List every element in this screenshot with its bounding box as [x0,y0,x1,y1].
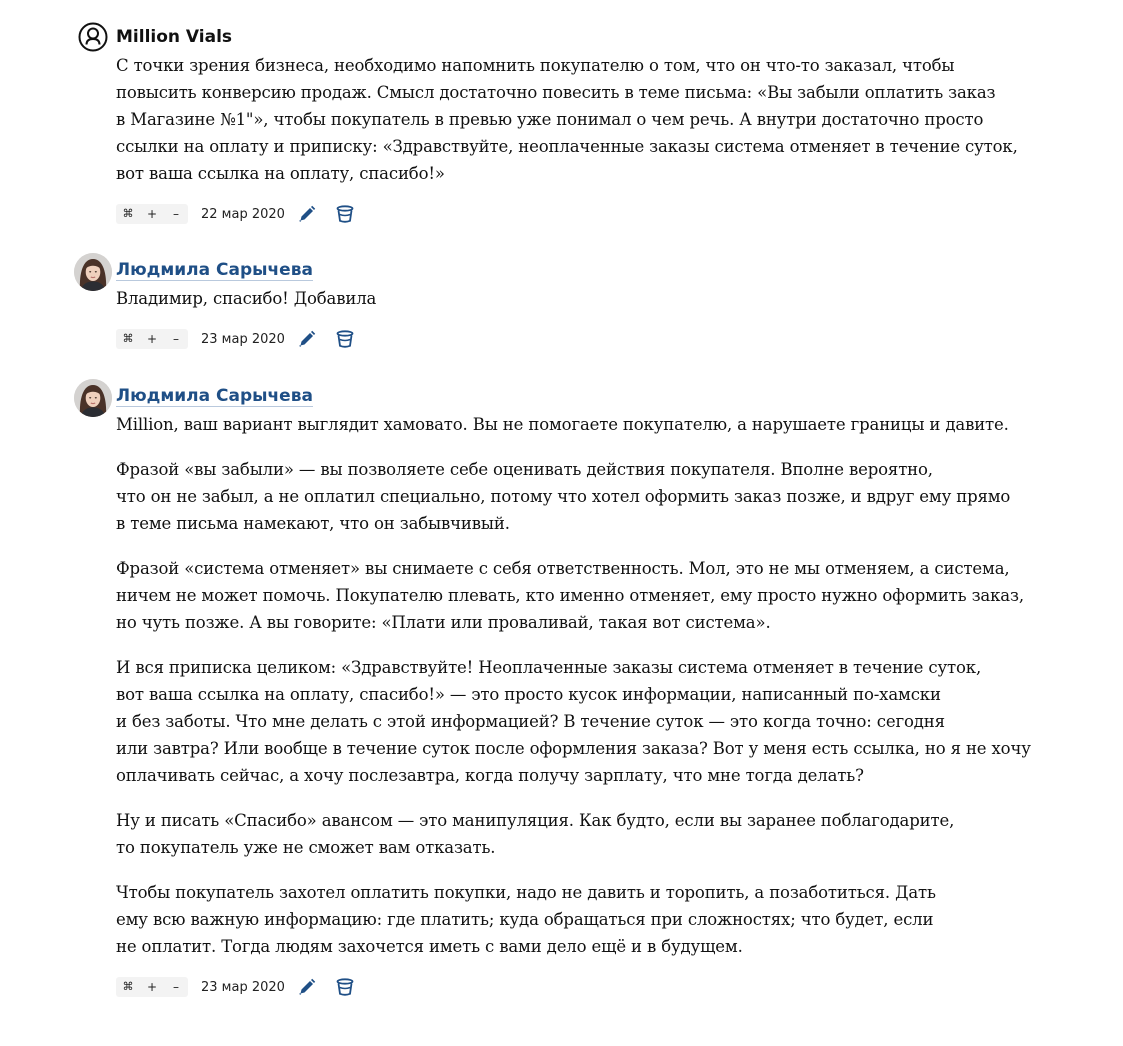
comment-meta [116,976,1064,998]
comment-paragraph: Ну и писать «Спасибо» авансом — это манипуляция. Как будто, если вы заранее поблагодарите, то покупатель уже не сможет вам отказать. [116,811,955,857]
comment-date[interactable]: 22 мар 2020 [201,206,285,222]
author-name-link[interactable]: Людмила Сарычева [116,260,313,280]
comment-paragraph: Фразой «система отменяет» вы снимаете с себя ответственность. Мол, это не мы отменяем, а система, ничем не может помочь. Покупателю плевать, кто именно отменяет, ему просто нужно оформить заказ, но чуть позже. А вы говорите: «Плати или проваливай, такая вот система». [116,559,1024,632]
comment-paragraph: Владимир, спасибо! Добавила [116,289,377,308]
comment-paragraph: Million, ваш вариант выглядит хамовато. Вы не помогаете покупателю, а нарушаете границы и давите. [116,415,1009,434]
avatar[interactable] [74,253,112,291]
comment-meta [116,203,1064,225]
comment-paragraph: И вся приписка целиком: «Здравствуйте! Неоплаченные заказы система отменяет в течение суток, вот ваша ссылка на оплату, спасибо!» — это просто кусок информации, написанный по-хамски и без заботы. Что мне делать с этой информацией? В течение суток — это когда точно: сегодня или завтра? Или вообще в течение суток после оформления заказа? Вот у меня есть ссылка, но я не хочу оплачивать сейчас, а хочу послезавтра, когда получу зарплату, что мне тогда делать? [116,658,1031,785]
trash-icon[interactable] [335,204,355,224]
cmd-icon[interactable]: ⌘ [122,980,134,993]
avatar-photo [74,379,112,417]
plus-icon[interactable]: + [146,207,158,221]
pencil-icon[interactable] [297,977,317,997]
trash-icon[interactable] [335,977,355,997]
comment-date[interactable]: 23 мар 2020 [201,331,285,347]
minus-icon[interactable]: – [173,332,179,346]
comment-header [74,379,1064,411]
comment-header [74,20,1064,52]
comment-paragraph: Фразой «вы забыли» — вы позволяете себе оценивать действия покупателя. Вполне вероятно, что он не забыл, а не оплатил специально, потому что хотел оформить заказ позже, и вдруг ему прямо в теме письма намекают, что он забывчивый. [116,460,1011,533]
comment-meta [116,328,1064,350]
cmd-icon[interactable]: ⌘ [122,207,134,220]
comment-body [116,411,1064,960]
plus-icon[interactable]: + [146,332,158,346]
minus-icon[interactable]: – [173,980,179,994]
vote-controls [116,329,188,349]
author-name-link[interactable]: Людмила Сарычева [116,386,313,406]
pencil-icon[interactable] [297,204,317,224]
avatar[interactable] [74,20,112,58]
comment-body [116,285,1064,312]
comment-body [116,52,1064,187]
trash-icon[interactable] [335,329,355,349]
comment-paragraph: Чтобы покупатель захотел оплатить покупки, надо не давить и торопить, а позаботиться. Дать ему всю важную информацию: где платить; куда обращаться при сложностях; что будет, если не оплатит. Тогда людям захочется иметь с вами дело ещё и в будущем. [116,883,936,956]
minus-icon[interactable]: – [173,207,179,221]
avatar[interactable] [74,379,112,417]
comment [74,379,1064,998]
comment-date[interactable]: 23 мар 2020 [201,979,285,995]
pencil-icon[interactable] [297,329,317,349]
vote-controls [116,977,188,997]
comment [74,20,1064,225]
plus-icon[interactable]: + [146,980,158,994]
user-circle-icon [78,22,108,52]
avatar-photo [74,253,112,291]
vote-controls [116,204,188,224]
cmd-icon[interactable]: ⌘ [122,332,134,345]
author-name-link[interactable]: Million Vials [116,27,233,47]
comment-paragraph: С точки зрения бизнеса, необходимо напомнить покупателю о том, что он что-то заказал, чтобы повысить конверсию продаж. Смысл достаточно повесить в теме письма: «Вы забыли оплатить заказ в Магазине №1"», чтобы покупатель в превью уже понимал о чем речь. А внутри достаточно просто ссылки на оплату и приписку: «Здравствуйте, неоплаченные заказы система отменяет в течение суток, вот ваша ссылка на оплату, спасибо!» [116,56,1018,183]
comment [74,253,1064,350]
comment-header [74,253,1064,285]
